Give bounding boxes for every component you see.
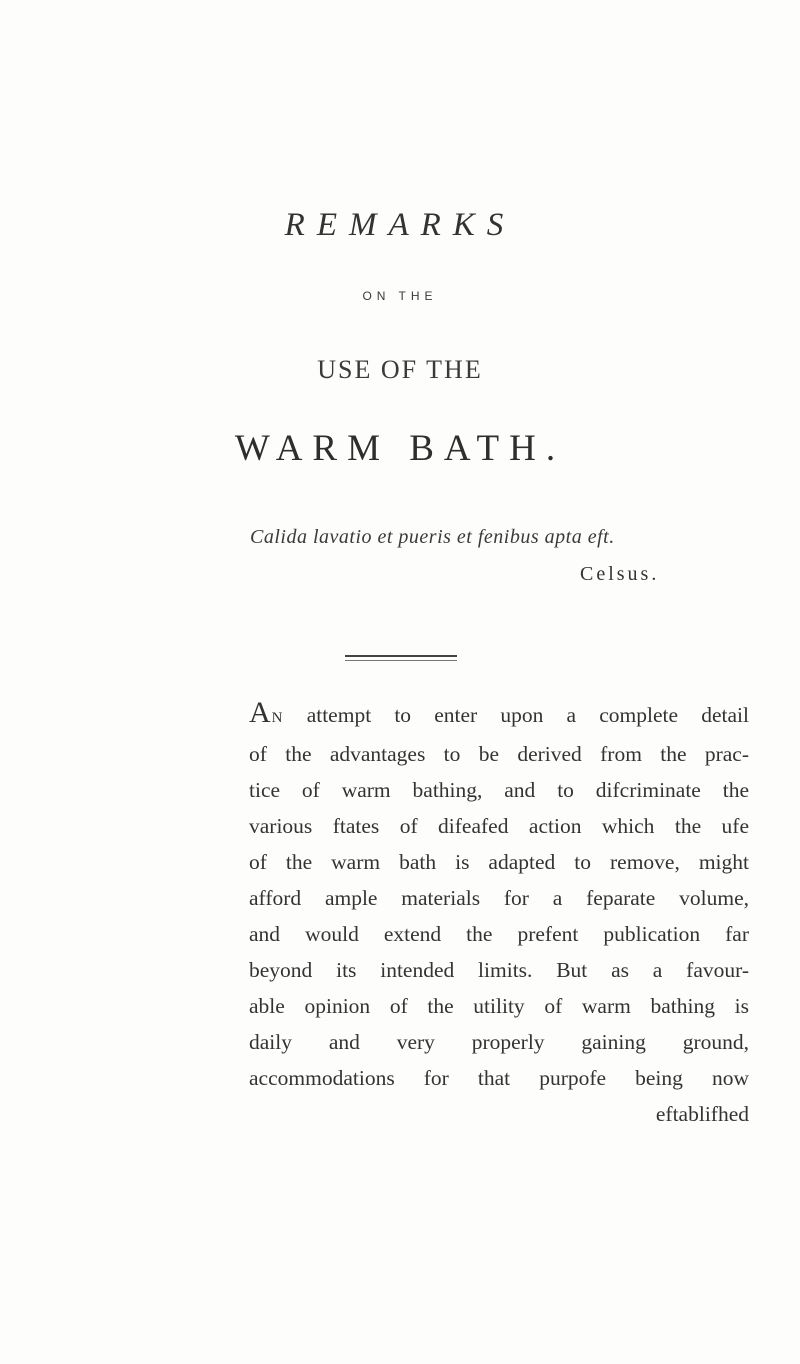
drop-cap: A (249, 696, 272, 729)
catchword: eftablifhed (655, 1102, 749, 1126)
body-line-10: daily and very properly gaining ground, (249, 1030, 749, 1054)
body-line-5: of the warm bath is adapted to remove, might (249, 850, 749, 874)
body-line-11: accommodations for that purpofe being now (249, 1066, 749, 1090)
body-line-6: afford ample materials for a feparate volume, (249, 886, 749, 910)
body-line-7: and would extend the prefent publication far (249, 922, 749, 946)
body-line-3: tice of warm bathing, and to difcriminate the (249, 778, 749, 802)
body-line-4: various ftates of difeafed action which the ufe (249, 814, 749, 838)
title-remarks: REMARKS (284, 207, 516, 243)
body-line-8: beyond its intended limits. But as a favour- (249, 958, 749, 982)
epigraph-attribution: Celsus. (580, 563, 660, 585)
body-line-1 (249, 695, 749, 736)
title-use-of-the: USE OF THE (317, 355, 483, 384)
body-line-9: able opinion of the utility of warm bathing is (249, 994, 749, 1018)
body-line-2: of the advantages to be derived from the prac- (249, 742, 749, 766)
title-warm-bath: WARM BATH. (234, 428, 566, 469)
small-cap: N (271, 710, 284, 726)
body-line-1-text: attempt to enter upon a complete detail (283, 703, 749, 727)
title-on-the: ON THE (362, 289, 438, 303)
body-paragraph (249, 695, 749, 1132)
section-divider (345, 655, 457, 661)
epigraph-quote: Calida lavatio et pueris et fenibus apta eft. (250, 526, 615, 548)
